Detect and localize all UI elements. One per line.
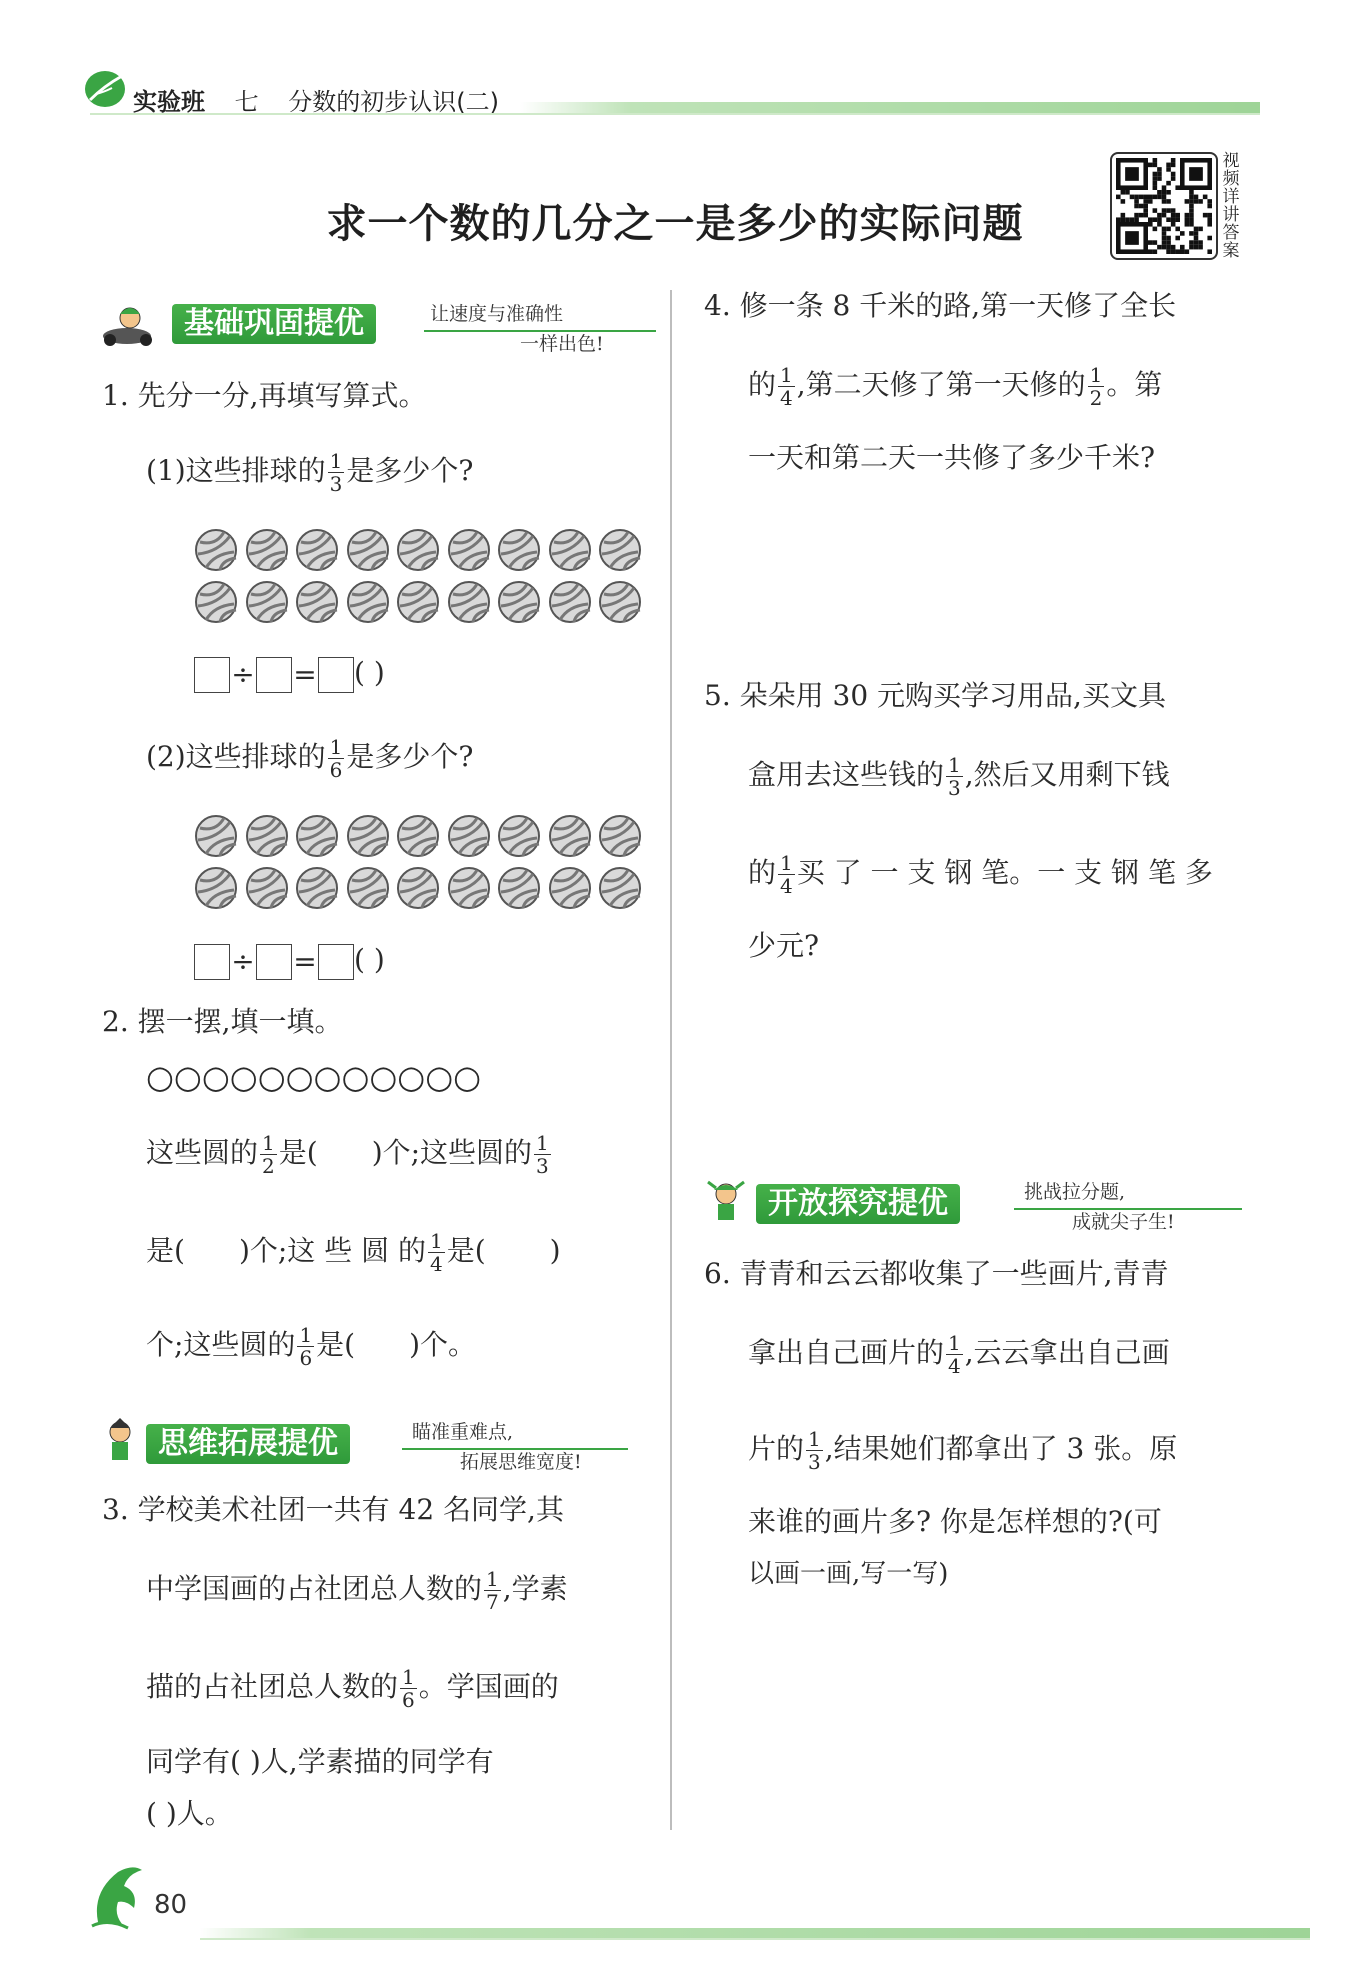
q6-line1: 6. 青青和云云都收集了一些画片,青青 (704, 1257, 1169, 1290)
q1-equation-1: ÷ = ( ) (194, 655, 385, 693)
mascot-thinker-icon (98, 1418, 152, 1464)
volleyball-icon (245, 814, 289, 858)
q3-line2: 中学国画的占社团总人数的 $\frac{1}{7}$ ,学素 (146, 1567, 568, 1614)
q2-stem: 2. 摆一摆,填一填。 (102, 1005, 343, 1038)
footer-stripe (200, 1928, 1310, 1938)
volleyball-icon (447, 580, 491, 624)
volleyball-icon (598, 814, 642, 858)
volleyball-icon (346, 814, 390, 858)
fraction: $\frac{1}{3}$ (329, 449, 343, 496)
q2-line2: 是( )个;这 些 圆 的 $\frac{1}{4}$ 是( ) (146, 1229, 561, 1276)
q5-line1: 5. 朵朵用 30 元购买学习用品,买文具 (704, 679, 1166, 712)
volleyball-icon (447, 814, 491, 858)
mascot-explorer-icon (702, 1178, 756, 1224)
volleyball-icon (295, 580, 339, 624)
q3-line5: ( )人。 (146, 1797, 233, 1830)
volleyball-icon (396, 866, 440, 910)
q3-line1: 3. 学校美术社团一共有 42 名同学,其 (102, 1493, 564, 1526)
slogan-open-1: 挑战拉分题, (1024, 1181, 1126, 1203)
volleyball-icon (447, 528, 491, 572)
volleyball-icon (598, 866, 642, 910)
slogan-underline (1014, 1208, 1242, 1210)
volleyball-icon (396, 814, 440, 858)
section-banner-thinking: 思维拓展提优 (146, 1424, 350, 1464)
volleyball-icon (548, 528, 592, 572)
volleyball-icon (245, 866, 289, 910)
q1-part1: (1)这些排球的 $\frac{1}{3}$ 是多少个? (146, 449, 474, 496)
q4-line3: 一天和第二天一共修了多少千米? (748, 441, 1156, 474)
page-number: 80 (154, 1890, 188, 1920)
volleyball-icon (346, 866, 390, 910)
q1-part2: (2)这些排球的 $\frac{1}{6}$ 是多少个? (146, 735, 474, 782)
q5-line2: 盒用去这些钱的 $\frac{1}{3}$ ,然后又用剩下钱 (748, 753, 1170, 800)
volleyball-icon (598, 580, 642, 624)
slogan-basic-1: 让速度与准确性 (430, 303, 564, 325)
volleyball-icon (396, 580, 440, 624)
column-divider (670, 290, 672, 1830)
section-banner-basic: 基础巩固提优 (172, 304, 376, 344)
q4-line2: 的 $\frac{1}{4}$ ,第二天修了第一天修的 $\frac{1}{2}$ 。第 (748, 363, 1163, 410)
dolphin-icon (88, 1862, 152, 1932)
volleyball-icon (295, 528, 339, 572)
volleyball-icon (194, 528, 238, 572)
q5-line4: 少元? (748, 929, 820, 962)
q6-line4: 来谁的画片多? 你是怎样想的?(可 (748, 1505, 1162, 1538)
slogan-thinking-1: 瞄准重难点, (412, 1421, 514, 1443)
volleyball-icon (295, 866, 339, 910)
page-title: 求一个数的几分之一是多少的实际问题 (326, 201, 1024, 247)
volleyball-icon (497, 528, 541, 572)
answer-box[interactable] (194, 944, 230, 980)
volleyball-icon (598, 528, 642, 572)
slogan-underline (424, 330, 656, 332)
q2-line1: 这些圆的 $\frac{1}{2}$ 是( )个;这些圆的 $\frac{1}{3}$ (146, 1131, 549, 1178)
volleyball-icon (548, 866, 592, 910)
circle-row: ○○○○○○○○○○○○ (146, 1058, 482, 1096)
volleyball-icon (346, 580, 390, 624)
volleyball-icon (245, 580, 289, 624)
slogan-basic-2: 一样出色! (520, 333, 604, 355)
unit-blank[interactable]: ( ) (354, 943, 385, 976)
q6-line5: 以画一画,写一写) (748, 1559, 949, 1589)
unit-blank[interactable]: ( ) (354, 656, 385, 689)
q6-line2: 拿出自己画片的 $\frac{1}{4}$ ,云云拿出自己画 (748, 1331, 1170, 1378)
q3-line4: 同学有( )人,学素描的同学有 (146, 1745, 494, 1778)
volleyball-icon (396, 528, 440, 572)
q4-line1: 4. 修一条 8 千米的路,第一天修了全长 (704, 289, 1177, 322)
header-text (133, 82, 521, 117)
volleyball-icon (346, 528, 390, 572)
footer-rule (200, 1938, 1310, 1940)
header-unit: 七 (234, 88, 259, 116)
leaf-logo-icon (82, 66, 128, 112)
q6-line3: 片的 $\frac{1}{3}$ ,结果她们都拿出了 3 张。原 (748, 1427, 1178, 1474)
volleyball-icon (194, 580, 238, 624)
answer-box[interactable] (194, 657, 230, 693)
qr-label: 视 频 详 讲 答 案 (1222, 151, 1240, 261)
answer-box[interactable] (256, 657, 292, 693)
volleyball-icon (295, 814, 339, 858)
volleyball-icon (548, 580, 592, 624)
header-series: 实验班 (133, 88, 205, 116)
volleyball-icon (447, 866, 491, 910)
section-banner-open: 开放探究提优 (756, 1184, 960, 1224)
volleyball-icon (194, 814, 238, 858)
slogan-thinking-2: 拓展思维宽度! (460, 1451, 582, 1473)
volleyball-icon (548, 814, 592, 858)
answer-box[interactable] (256, 944, 292, 980)
slogan-underline (402, 1448, 628, 1450)
fraction: $\frac{1}{6}$ (329, 735, 343, 782)
qr-code-icon (1110, 152, 1218, 260)
volleyball-icon (497, 866, 541, 910)
mascot-racer-icon (100, 302, 154, 348)
volleyball-icon (194, 866, 238, 910)
q5-line3: 的 $\frac{1}{4}$ 买 了 一 支 钢 笔。一 支 钢 笔 多 (748, 851, 1213, 898)
slogan-open-2: 成就尖子生! (1072, 1211, 1175, 1233)
q2-line3: 个;这些圆的 $\frac{1}{6}$ 是( )个。 (146, 1323, 477, 1370)
answer-box[interactable] (318, 944, 354, 980)
q1-equation-2: ÷ = ( ) (194, 942, 385, 980)
volleyball-icon (497, 580, 541, 624)
answer-box[interactable] (318, 657, 354, 693)
q1-stem: 1. 先分一分,再填写算式。 (102, 379, 427, 412)
volleyball-icon (245, 528, 289, 572)
q3-line3: 描的占社团总人数的 $\frac{1}{6}$ 。学国画的 (146, 1665, 559, 1712)
header-chapter: 分数的初步认识(二) (288, 88, 500, 116)
volleyball-icon (497, 814, 541, 858)
